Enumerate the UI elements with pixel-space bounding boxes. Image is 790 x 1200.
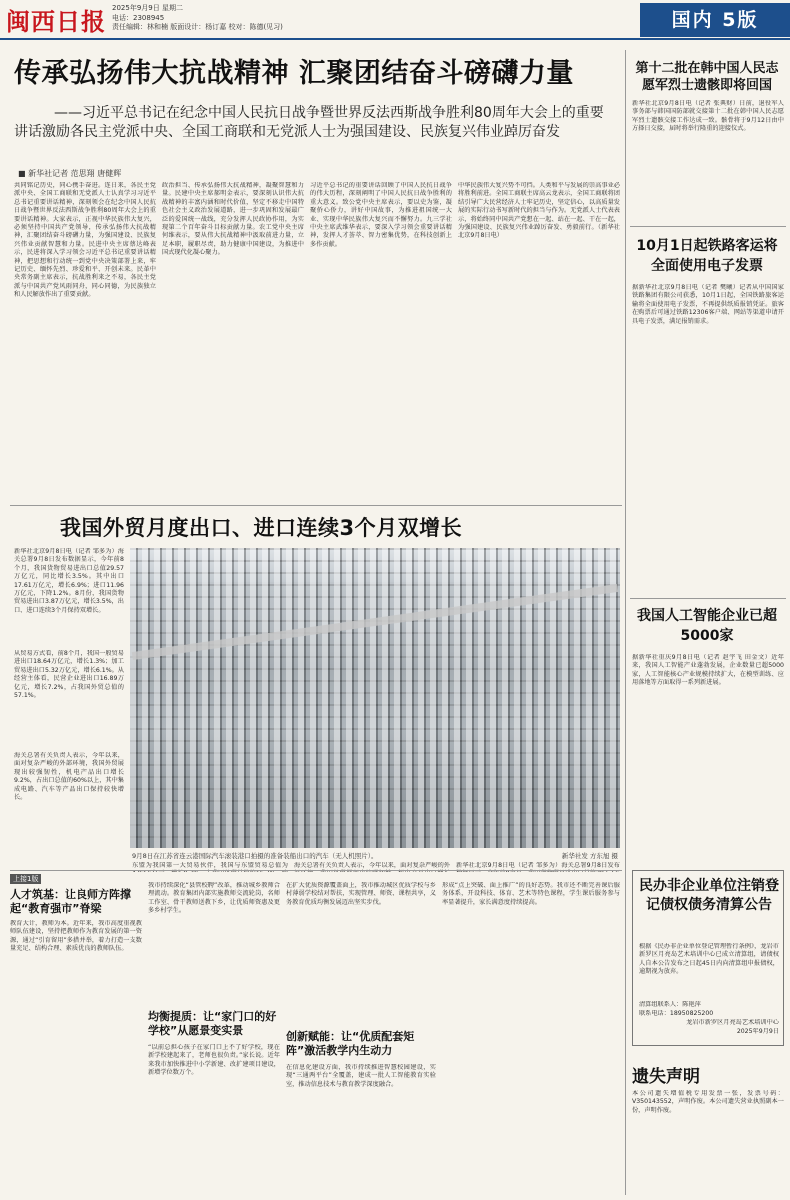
issue-phone: 电话：2308945	[112, 13, 165, 22]
notice-unit: 龙岩市新罗区月亮岛艺术培训中心	[686, 1019, 779, 1026]
trade-col-1b: 从贸易方式看，前8个月，我国一般贸易进出口18.64万亿元，增长1.3%；加工贸易进出口5.32万亿元，增长6.1%。从经营主体看，民营企业进出口16.89万亿元，增长7.2%，占我国外贸总值的57.1%。	[14, 650, 124, 700]
feature-col-2a: 我市持续深化“县管校聘”改革，推动城乡教师合理流动。教育集团内部实施教师交流轮岗，名师工作室、骨干教师送教下乡，让优质师资惠及更多乡村学生。	[148, 882, 280, 915]
lost-notice-title: 遗失声明	[632, 1067, 700, 1087]
notice-contact-name: 清算组联系人：陈艳萍	[639, 1001, 701, 1008]
feature-col-2b: “以前总担心孩子在家门口上不了好学校，现在新学校建起来了，老师也很负责。”家长说。近年来我市加快推进中小学新建、改扩建项目建设，新增学位数万个。	[148, 1044, 280, 1077]
trade-headline: 我国外贸月度出口、进口连续3个月双增长	[60, 516, 463, 540]
right-headline-3: 我国人工智能企业已超5000家	[637, 608, 777, 644]
right-divider-2	[630, 598, 786, 599]
notice-date: 2025年9月9日	[736, 1028, 779, 1035]
trade-col-2: 东盟为我国第一大贸易伙伴，我国与东盟贸易总值为	[132, 862, 288, 869]
lost-notice-body: 本公司遗失增值税专用发票一张，发票号码：V350143552，声明作废。本公司遗失营业执照副本一份，声明作废。	[632, 1090, 784, 1114]
trade-col-1a: 新华社北京9月8日电（记者 邹多为）海关总署9月8日发布数据显示，今年前8个月，我国货物贸易进出口总值29.57万亿元，同比增长3.5%。其中出口17.61万亿元，增长6.9%；进口11.96万亿元，下降1.2%。8月份，我国货物贸易进出口3.87万亿元，增长3.5%，出口、进口连续3个月保持双增长。	[14, 548, 124, 614]
photo-caption-text: 9月8日在江苏省连云港国际汽车滚装港口拍摄的准备装船出口的汽车（无人机照片）。	[132, 852, 378, 860]
right-article-1: 新华社北京9月8日电（记者 张典财）日前，退役军人事务部与韩国国防部就交接第十二批在韩中国人民志愿军烈士遗骸交接工作达成一致。骸骨将于9月12日由中方择日交接，届时将举行隆重的迎接仪式。	[632, 100, 784, 133]
feature-col-3a: 在扩大优质资源覆盖面上，我市推动城区优质学校与乡村薄弱学校结对帮扶，实现管理、师资、课程共享，义务教育优质均衡发展迈出坚实步伐。	[286, 882, 436, 906]
lead-byline-text: 新华社记者 范思翔 唐健辉	[28, 169, 122, 178]
right-column-divider	[625, 50, 626, 1195]
lead-headline: 传承弘扬伟大抗战精神 汇聚团结奋斗磅礴力量	[14, 58, 574, 89]
continued-tag: 上接1版	[10, 874, 41, 884]
lead-divider	[10, 505, 622, 506]
notice-title: 民办非企业单位注销登记债权债务清算公告	[639, 878, 779, 913]
lead-byline: ■ 新华社记者 范思翔 唐健辉	[18, 169, 122, 178]
right-headline-2: 10月1日起铁路客运将全面使用电子发票	[636, 238, 778, 274]
right-headline-1: 第十二批在韩中国人民志愿军烈士遗骸即将回国	[635, 61, 779, 93]
trade-col-1c: 海关总署有关负责人表示，今年以来，面对复杂严峻的外部环境，我国外贸展现出较强韧性，机电产品出口增长9.2%，占出口总值的60%以上，其中集成电路、汽车等产品出口保持较快增长。	[14, 752, 124, 802]
feature-headline-3: 创新赋能：让“优质配套矩阵”激活教学内生动力	[286, 1030, 415, 1057]
feature-col-4: 形成“点上突破、面上推广”的良好态势。我市还不断完善课后服务体系，开设科技、体育、艺术等特色课程，学生课后服务参与率显著提升，家长满意度持续提高。	[442, 882, 620, 906]
issue-date: 2025年9月9日 星期二	[112, 4, 183, 12]
photo-caption	[132, 851, 622, 860]
liquidation-notice	[632, 870, 784, 1046]
trade-col-3: 海关总署有关负责人表示，今年以来，面对复杂严峻的外	[294, 862, 450, 869]
feature-col-1: 教育大计，教师为本。近年来，我市高度重视教师队伍建设，坚持把教师作为教育发展的第一资源，通过“引育留用”多措并举，着力打造一支数量充足、结构合理、素质优良的教师队伍。	[10, 920, 142, 953]
photo-credit: 新华社发 方东旭 摄	[561, 852, 618, 860]
trade-divider	[10, 870, 622, 871]
notice-contact-phone: 联系电话：18950825200	[639, 1010, 714, 1017]
issue-editors: 责任编辑：林和楠 版面设计：杨订嘉 校对：陈德(见习)	[112, 23, 283, 31]
lead-col-1: 共同铭记历史，同心携手奋进。连日来，各民主党派中央、全国工商联和无党派人士认真学习习近平总书记重要讲话精神，深刻领会在纪念中国人民抗日战争暨世界反法西斯战争胜利80周年大会上的重要讲话精神。大家表示，正视中华民族伟大复兴，必须坚持中国共产党领导，传承弘扬伟大抗战精神，汇聚团结奋斗磅礴力量，为强国建设、民族复兴伟业贡献智慧和力量。民进中央主席蔡达峰表示，民进将深入学习领会习近平总书记重要讲话精神，把思想和行动统一到党中央决策部署上来，牢记历史、缅怀先烈、珍爱和平、开创未来。民革中央常务副主席表示，抗战胜利来之不易，各民主党派与中国共产党风雨同舟，同心同德，为民族独立和人民解放作出了重要贡献。	[14, 182, 156, 299]
lead-col-2: 政治担当、传承弘扬伟大抗战精神，凝聚智慧和力量。民建中央主席郝明金表示，要深刻认识伟大抗战精神的丰富内涵和时代价值，坚定不移走中国特色社会主义政治发展道路，进一步巩固和发展最广泛的爱国统一战线，充分发挥人民政协作用，为实现第二个百年奋斗目标贡献力量。农工党中央主席何维表示，要从伟大抗战精神中汲取前进力量，立足本职，履职尽责，助力健康中国建设，为推进中国式现代化凝心聚力。	[162, 182, 304, 257]
feature-headline-2: 均衡提质：让“家门口的好学校”从愿景变实景	[148, 1010, 277, 1037]
issue-meta	[112, 4, 283, 33]
notice-body: 根据《民办非企业单位登记管理暂行条例》，龙岩市新罗区月亮岛艺术培训中心已成立清算组，请债权人自本公告发布之日起45日内向清算组申报债权，逾期视为放弃。	[639, 943, 779, 976]
lead-subhead: ——习近平总书记在纪念中国人民抗日战争暨世界反法西斯战争胜利80周年大会上的重要讲话激励各民主党派中央、全国工商联和无党派人士为强国建设、民族复兴伟业踔厉奋发	[14, 105, 604, 140]
feature-headline-1: 人才筑基：让良师方阵撑起“教育强市”脊梁	[10, 888, 131, 915]
right-article-3: 据新华社重庆9月8日电（记者 赵宇飞 田金文）近年来，我国人工智能产业蓬勃发展，企业数量已超5000家，人工智能核心产业规模持续扩大，在模型训练、应用落地等方面取得一系列新进展。	[632, 654, 784, 687]
right-divider-1	[630, 226, 786, 227]
feature-col-3b: 在信息化建设方面，我市持续推进智慧校园建设，实现“三通两平台”全覆盖，建成一批人工智能教育实验室，推动信息技术与教育教学深度融合。	[286, 1064, 436, 1088]
newspaper-logo: 闽西日报	[6, 7, 106, 36]
port-cars-photo	[130, 548, 620, 848]
lead-col-4: 中华民族伟大复兴势不可挡。人类和平与发展的崇高事业必将胜利前进。全国工商联主席高云龙表示，全国工商联将团结引导广大民营经济人士牢记历史，坚定信心，以高质量发展的实际行动书写新时代的担当与作为。无党派人士代表表示，将始终同中国共产党想在一起、站在一起、干在一起，为强国建设、民族复兴伟业踔厉奋发、勇毅前行。（新华社北京9月8日电）	[458, 182, 620, 240]
right-article-2: 据新华社北京9月8日电（记者 樊曦）记者从中国国家铁路集团有限公司获悉，10月1日起，全国铁路旅客运输将全面使用电子发票，不再提供纸质报销凭证。旅客在购票后可通过铁路12306客户端、网站等渠道申请开具电子发票，满足报销需求。	[632, 284, 784, 325]
edition-label: 国内 5版	[640, 3, 790, 37]
trade-col-4: 新华社北京9月8日电（记者 邹多为）海关总署9月8日发布	[456, 862, 620, 869]
masthead	[0, 0, 790, 40]
lead-col-3: 习近平总书记的重要讲话回顾了中国人民抗日战争的伟大历程，深刻阐明了中国人民抗日战争胜利的重大意义。致公党中央主席表示，要以史为鉴，凝聚侨心侨力，讲好中国故事，为推进祖国统一大业、实现中华民族伟大复兴而不懈努力。九三学社中央主席武维华表示，要深入学习领会重要讲话精神，发挥人才荟萃、智力密集优势，在科技创新上多作贡献。	[310, 182, 452, 248]
